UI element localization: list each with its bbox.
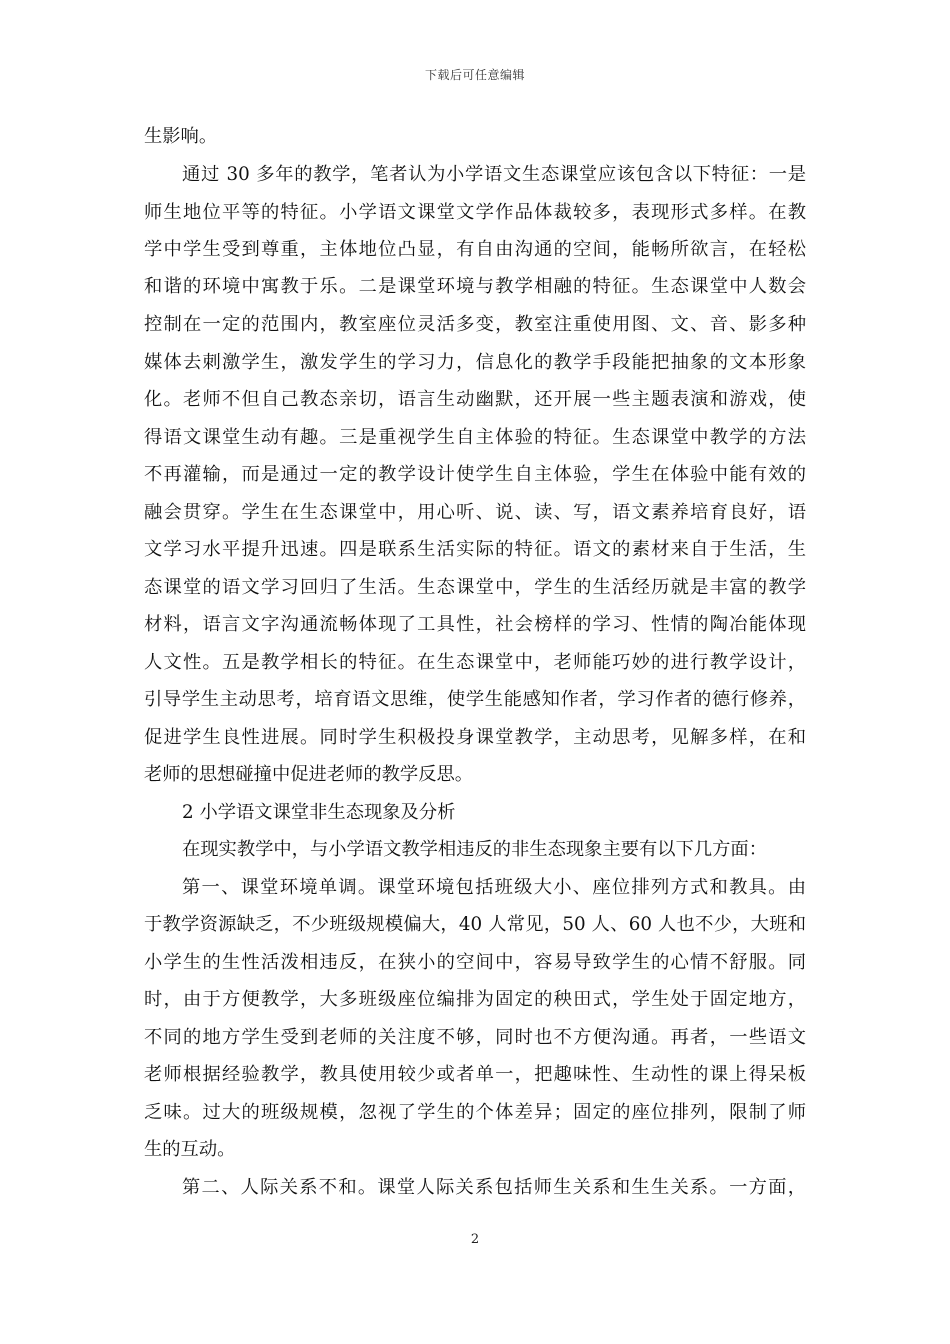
text-line: 老师根据经验教学，教具使用较少或者单一，把趣味性、生动性的课上得呆板 bbox=[144, 1064, 806, 1085]
text-line: 不同的地方学生受到老师的关注度不够，同时也不方便沟通。再者，一些语文 bbox=[144, 1027, 806, 1048]
text-line: 于教学资源缺乏，不少班级规模偏大，40 人常见，50 人、60 人也不少，大班和 bbox=[144, 914, 806, 935]
text-line: 引导学生主动思考，培育语文思维，使学生能感知作者，学习作者的德行修养， bbox=[144, 689, 806, 710]
text-line: 文学习水平提升迅速。四是联系生活实际的特征。语文的素材来自于生活，生 bbox=[144, 539, 806, 560]
text-line: 态课堂的语文学习回归了生活。生态课堂中，学生的生活经历就是丰富的教学 bbox=[144, 577, 806, 598]
text-line: 人文性。五是教学相长的特征。在生态课堂中，老师能巧妙的进行教学设计， bbox=[144, 652, 806, 673]
text-line: 老师的思想碰撞中促进老师的教学反思。 bbox=[144, 764, 474, 785]
text-line: 学中学生受到尊重，主体地位凸显，有自由沟通的空间，能畅所欲言，在轻松 bbox=[144, 239, 806, 260]
text-line: 化。老师不但自己教态亲切，语言生动幽默，还开展一些主题表演和游戏，使 bbox=[144, 389, 806, 410]
section-heading: 2 小学语文课堂非生态现象及分析 bbox=[182, 802, 456, 823]
text-line: 第二、人际关系不和。课堂人际关系包括师生关系和生生关系。一方面， bbox=[182, 1177, 806, 1198]
text-line: 生的互动。 bbox=[144, 1139, 236, 1160]
text-line: 促进学生良性进展。同时学生积极投身课堂教学，主动思考，见解多样，在和 bbox=[144, 727, 806, 748]
text-line: 时，由于方便教学，大多班级座位编排为固定的秧田式，学生处于固定地方， bbox=[144, 989, 806, 1010]
text-line: 生影响。 bbox=[144, 126, 218, 147]
page-header-note: 下载后可任意编辑 bbox=[424, 68, 525, 82]
text-line: 乏味。过大的班级规模，忽视了学生的个体差异；固定的座位排列，限制了师 bbox=[144, 1102, 806, 1123]
text-line: 控制在一定的范围内，教室座位灵活多变，教室注重使用图、文、音、影多种 bbox=[144, 314, 806, 335]
text-line: 材料，语言文字沟通流畅体现了工具性，社会榜样的学习、性情的陶冶能体现 bbox=[144, 614, 806, 635]
text-line: 融会贯穿。学生在生态课堂中，用心听、说、读、写，语文素养培育良好，语 bbox=[144, 502, 806, 523]
text-line: 师生地位平等的特征。小学语文课堂文学作品体裁较多，表现形式多样。在教 bbox=[144, 202, 806, 223]
text-line: 在现实教学中，与小学语文教学相违反的非生态现象主要有以下几方面： bbox=[182, 839, 767, 860]
text-line: 通过 30 多年的教学，笔者认为小学语文生态课堂应该包含以下特征：一是 bbox=[182, 164, 806, 185]
text-line: 媒体去刺激学生，激发学生的学习力，信息化的教学手段能把抽象的文本形象 bbox=[144, 352, 806, 373]
text-line: 小学生的生性活泼相违反，在狭小的空间中，容易导致学生的心情不舒服。同 bbox=[144, 952, 806, 973]
page-number: 2 bbox=[470, 1232, 480, 1247]
text-line: 第一、课堂环境单调。课堂环境包括班级大小、座位排列方式和教具。由 bbox=[182, 877, 806, 898]
text-line: 和谐的环境中寓教于乐。二是课堂环境与教学相融的特征。生态课堂中人数会 bbox=[144, 276, 806, 297]
text-line: 不再灌输，而是通过一定的教学设计使学生自主体验，学生在体验中能有效的 bbox=[144, 464, 806, 485]
text-line: 得语文课堂生动有趣。三是重视学生自主体验的特征。生态课堂中教学的方法 bbox=[144, 427, 806, 448]
